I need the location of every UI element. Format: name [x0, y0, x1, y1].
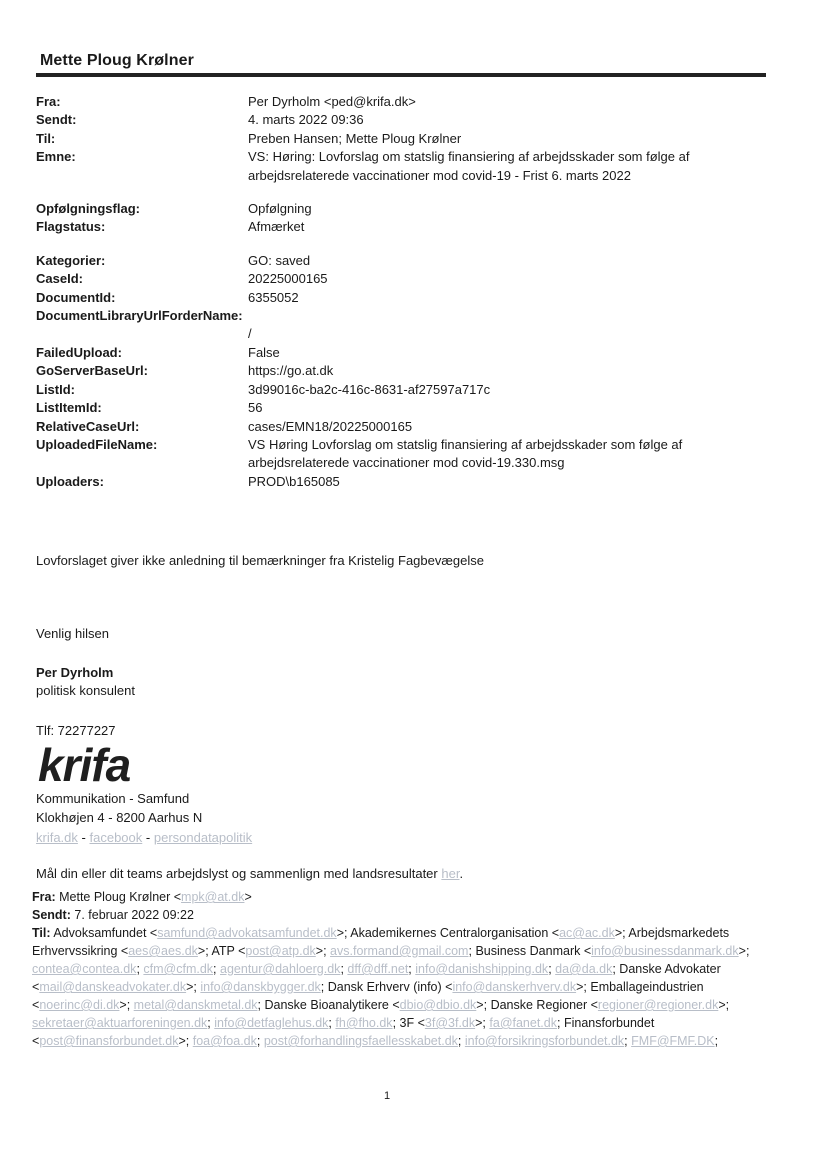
- meta-label: Til:: [36, 130, 56, 146]
- recipient: [32, 1016, 211, 1030]
- meta-value: 20225000165: [248, 271, 328, 287]
- meta-label: Sendt:: [36, 112, 77, 128]
- recipient-name: Business Danmark <: [475, 944, 592, 958]
- meta-value: PROD\b165085: [248, 473, 340, 489]
- recipient-name: 3F <: [399, 1016, 425, 1030]
- recipient: [415, 962, 551, 976]
- meta-value: 56: [248, 400, 263, 416]
- meta-row-library-folder-value: [36, 325, 756, 343]
- recipient-separator: ;: [457, 1034, 462, 1048]
- recipient-separator: ;: [136, 962, 140, 976]
- org-address: Klokhøjen 4 - 8200 Aarhus N: [36, 810, 203, 825]
- recipient-separator: >;: [315, 944, 327, 958]
- recipient-separator: >;: [119, 998, 131, 1012]
- meta-value: Opfølgning: [248, 201, 312, 217]
- meta-label: Emne:: [36, 149, 76, 165]
- link-privacy-policy[interactable]: persondatapolitik: [153, 830, 253, 845]
- meta-row-flag-status: [36, 218, 756, 236]
- fwd-from-name: Mette Ploug Krølner <: [59, 890, 182, 904]
- fwd-to-label: Til:: [32, 926, 51, 940]
- recipient-separator: >;: [178, 1034, 190, 1048]
- recipient: [555, 962, 616, 976]
- meta-label: Kategorier:: [36, 252, 106, 268]
- recipient: [491, 998, 730, 1012]
- recipient-name: Danske Regioner <: [490, 998, 598, 1012]
- recipient-separator: >;: [738, 944, 750, 958]
- greeting: Venlig hilsen: [36, 626, 109, 641]
- recipient-email-link[interactable]: dbio@dbio.dk: [399, 998, 477, 1012]
- recipient-separator: ;: [408, 962, 412, 976]
- meta-row-go-server: [36, 362, 756, 380]
- recipient: [143, 962, 216, 976]
- meta-row-categories: [36, 252, 756, 270]
- meta-value: Afmærket: [248, 219, 305, 235]
- signature-links: [36, 830, 252, 845]
- meta-label: DocumentId:: [36, 289, 116, 305]
- meta-label: RelativeCaseUrl:: [36, 418, 140, 434]
- recipient-email-link[interactable]: ac@ac.dk: [559, 926, 615, 940]
- meta-value: 6355052: [248, 289, 299, 305]
- recipient-name: Dansk Erhverv (info) <: [327, 980, 453, 994]
- recipient: [53, 926, 347, 940]
- recipient-email-link[interactable]: post@forhandlingsfaellesskabet.dk: [263, 1034, 458, 1048]
- survey-line: [36, 866, 463, 881]
- recipient: [400, 1016, 486, 1030]
- recipient-separator: >;: [718, 998, 730, 1012]
- meta-value: /: [248, 326, 252, 342]
- recipient-email-link[interactable]: noerinc@di.dk: [39, 998, 120, 1012]
- recipient-email-link[interactable]: cfm@cfm.dk: [143, 962, 214, 976]
- recipient-separator: >;: [197, 944, 209, 958]
- meta-value: cases/EMN18/20225000165: [248, 418, 413, 434]
- recipient-separator: >;: [336, 926, 348, 940]
- meta-row-failed-upload: [36, 344, 756, 362]
- recipient-email-link[interactable]: fh@fho.dk: [335, 1016, 393, 1030]
- recipient-separator: >;: [614, 926, 626, 940]
- link-facebook[interactable]: facebook: [89, 830, 143, 845]
- link-separator: -: [81, 830, 86, 845]
- fwd-sent-label: Sendt:: [32, 908, 71, 922]
- recipient-name: Finansforbundet <: [32, 1016, 655, 1048]
- recipient-separator: ;: [328, 1016, 332, 1030]
- recipient-name: Advoksamfundet <: [53, 926, 158, 940]
- page-number: 1: [384, 1090, 391, 1102]
- recipient-separator: ;: [207, 1016, 211, 1030]
- meta-label: ListId:: [36, 381, 75, 397]
- org-department: Kommunikation - Samfund: [36, 791, 190, 806]
- meta-row-sent: [36, 111, 756, 129]
- meta-label: CaseId:: [36, 271, 83, 287]
- recipient-separator: ;: [257, 998, 262, 1012]
- krifa-logo: [36, 742, 186, 788]
- meta-row-caseid: [36, 270, 756, 288]
- recipient-email-link[interactable]: aes@aes.dk: [128, 944, 198, 958]
- subject-line-2: arbejdsrelaterede vaccinationer mod covid-19 - Frist 6. marts 2022: [248, 167, 631, 183]
- fwd-sent-value: 7. februar 2022 09:22: [74, 908, 194, 922]
- recipient-separator: ;: [624, 1034, 628, 1048]
- recipient-separator: ;: [392, 1016, 397, 1030]
- meta-label: Uploaders:: [36, 473, 104, 489]
- link-website[interactable]: krifa.dk: [36, 830, 78, 845]
- recipient-email-link[interactable]: info@detfaglehus.dk: [214, 1016, 329, 1030]
- recipient-email-link[interactable]: mail@danskeadvokater.dk: [39, 980, 187, 994]
- filename-line-2: arbejdsrelaterede vaccinationer mod covid-19.330.msg: [248, 455, 565, 471]
- recipient-email-link[interactable]: samfund@advokatsamfundet.dk: [157, 926, 337, 940]
- meta-value: [248, 148, 756, 185]
- logo-wordmark: krifa: [38, 742, 131, 788]
- header-divider: [36, 73, 766, 77]
- recipient: [328, 980, 587, 994]
- recipient: [264, 1034, 462, 1048]
- meta-value: Preben Hansen; Mette Ploug Krølner: [248, 130, 462, 146]
- signer-name: Per Dyrholm: [36, 665, 114, 680]
- meta-row-listitemid: [36, 399, 756, 417]
- recipient-email-link[interactable]: FMF@FMF.DK: [631, 1034, 715, 1048]
- forwarded-header: [32, 888, 757, 1050]
- fwd-from-label: Fra:: [32, 890, 56, 904]
- meta-value: Per Dyrholm <ped@krifa.dk>: [248, 94, 416, 109]
- meta-row-relative-case-url: [36, 418, 756, 436]
- meta-value: https://go.at.dk: [248, 363, 334, 379]
- recipient-name: ATP <: [211, 944, 246, 958]
- meta-label: Flagstatus:: [36, 219, 106, 235]
- recipient: [489, 1016, 560, 1030]
- recipient: [211, 944, 326, 958]
- meta-row-followup-flag: [36, 200, 756, 218]
- fwd-from-line: [32, 888, 757, 906]
- recipient-separator: >;: [576, 980, 587, 994]
- meta-label: Fra:: [36, 94, 61, 109]
- meta-label: ListItemId:: [36, 400, 102, 416]
- meta-row-uploaders: [36, 473, 756, 491]
- recipient-email-link[interactable]: info@businessdanmark.dk: [591, 944, 739, 958]
- recipient-email-link[interactable]: regioner@regioner.dk: [597, 998, 719, 1012]
- recipient: [32, 962, 140, 976]
- recipient: [265, 998, 488, 1012]
- recipient-separator: ;: [320, 980, 325, 994]
- recipient-separator: ;: [256, 1034, 261, 1048]
- meta-row-listid: [36, 381, 756, 399]
- recipient-email-link[interactable]: post@finansforbundet.dk: [39, 1034, 179, 1048]
- recipient-email-link[interactable]: metal@danskmetal.dk: [133, 998, 258, 1012]
- recipient-email-link[interactable]: 3f@3f.dk: [424, 1016, 476, 1030]
- recipient: [475, 944, 749, 958]
- meta-row-uploaded-file: [36, 436, 756, 473]
- subject-line-1: VS: Høring: Lovforslag om statslig finansiering af arbejdsskader som følge af: [248, 149, 690, 165]
- recipient-separator: >;: [186, 980, 197, 994]
- recipient-name: Danske Bioanalytikere <: [264, 998, 400, 1012]
- recipient: [134, 998, 261, 1012]
- message-statement: Lovforslaget giver ikke anledning til bemærkninger fra Kristelig Fagbevægelse: [36, 553, 485, 568]
- meta-value: 3d99016c-ba2c-416c-8631-af27597a717c: [248, 381, 491, 397]
- recipient-separator: ;: [556, 1016, 561, 1030]
- recipient: [330, 944, 472, 958]
- recipient: [350, 926, 625, 940]
- recipient-email-link[interactable]: info@forsikringsforbundet.dk: [464, 1034, 625, 1048]
- meta-row-library-folder: [36, 307, 756, 325]
- recipient: [193, 1034, 261, 1048]
- meta-row-to: [36, 130, 756, 148]
- recipient-name: Danske Advokater <: [32, 962, 721, 994]
- meta-row-from: [36, 93, 756, 111]
- recipient-separator: ;: [340, 962, 344, 976]
- recipient: [465, 1034, 628, 1048]
- recipient-email-link[interactable]: foa@foa.dk: [192, 1034, 257, 1048]
- recipient-email-link[interactable]: info@danishshipping.dk: [415, 962, 549, 976]
- survey-link[interactable]: her: [441, 866, 460, 881]
- recipient-separator: ;: [612, 962, 616, 976]
- recipient-name: Emballageindustrien <: [32, 980, 704, 1012]
- fwd-from-email[interactable]: mpk@at.dk: [181, 890, 245, 904]
- mailbox-owner-name: Mette Ploug Krølner: [40, 52, 194, 69]
- meta-value: [248, 436, 756, 473]
- signer-title: politisk konsulent: [36, 683, 135, 698]
- recipient-separator: >;: [476, 998, 488, 1012]
- recipient-name: Akademikernes Centralorganisation <: [350, 926, 560, 940]
- recipient-separator: ;: [468, 944, 472, 958]
- fwd-from-end: >: [244, 890, 252, 904]
- recipient-email-link[interactable]: contea@contea.dk: [32, 962, 137, 976]
- recipient-email-link[interactable]: post@atp.dk: [245, 944, 316, 958]
- meta-label: FailedUpload:: [36, 344, 122, 360]
- recipient: [631, 1034, 718, 1048]
- fwd-sent-line: [32, 906, 757, 924]
- meta-row-subject: [36, 148, 756, 185]
- recipient-name: Arbejdsmarkedets Erhvervssikring <: [32, 926, 730, 958]
- recipient: [200, 980, 324, 994]
- recipient-email-link[interactable]: fa@fanet.dk: [489, 1016, 557, 1030]
- recipient-email-link[interactable]: info@danskbygger.dk: [200, 980, 321, 994]
- recipient-email-link[interactable]: info@danskerhverv.dk: [452, 980, 577, 994]
- recipient-email-link[interactable]: da@da.dk: [555, 962, 613, 976]
- recipient-separator: >;: [475, 1016, 486, 1030]
- survey-end: .: [459, 866, 464, 881]
- recipient-separator: ;: [714, 1034, 719, 1048]
- meta-label: UploadedFileName:: [36, 436, 158, 452]
- recipient-separator: ;: [213, 962, 217, 976]
- meta-label: GoServerBaseUrl:: [36, 363, 148, 379]
- recipient: [347, 962, 411, 976]
- meta-label: [36, 325, 248, 343]
- meta-row-documentid: [36, 289, 756, 307]
- recipient: [214, 1016, 332, 1030]
- recipient-list: [32, 926, 749, 1048]
- message-metadata: [36, 93, 756, 491]
- recipient-email-link[interactable]: avs.formand@gmail.com: [330, 944, 469, 958]
- recipient-email-link[interactable]: dff@dff.net: [347, 962, 409, 976]
- fwd-to-line: [32, 924, 757, 1050]
- recipient-email-link[interactable]: sekretaer@aktuarforeningen.dk: [32, 1016, 208, 1030]
- survey-text: Mål din eller dit teams arbejdslyst og sammenlign med landsresultater: [36, 866, 438, 881]
- recipient: [220, 962, 344, 976]
- meta-label: DocumentLibraryUrlForderName:: [36, 308, 243, 324]
- recipient-separator: ;: [548, 962, 552, 976]
- recipient: [335, 1016, 396, 1030]
- meta-value: GO: saved: [248, 252, 311, 268]
- meta-label: Opfølgningsflag:: [36, 201, 140, 217]
- filename-line-1: VS Høring Lovforslag om statslig finansiering af arbejdsskader som følge af: [248, 436, 683, 452]
- phone-number: Tlf: 72277227: [36, 723, 116, 738]
- recipient-email-link[interactable]: agentur@dahloerg.dk: [220, 962, 341, 976]
- meta-value: False: [248, 344, 280, 360]
- meta-value: 4. marts 2022 09:36: [248, 112, 364, 128]
- link-separator: -: [145, 830, 151, 845]
